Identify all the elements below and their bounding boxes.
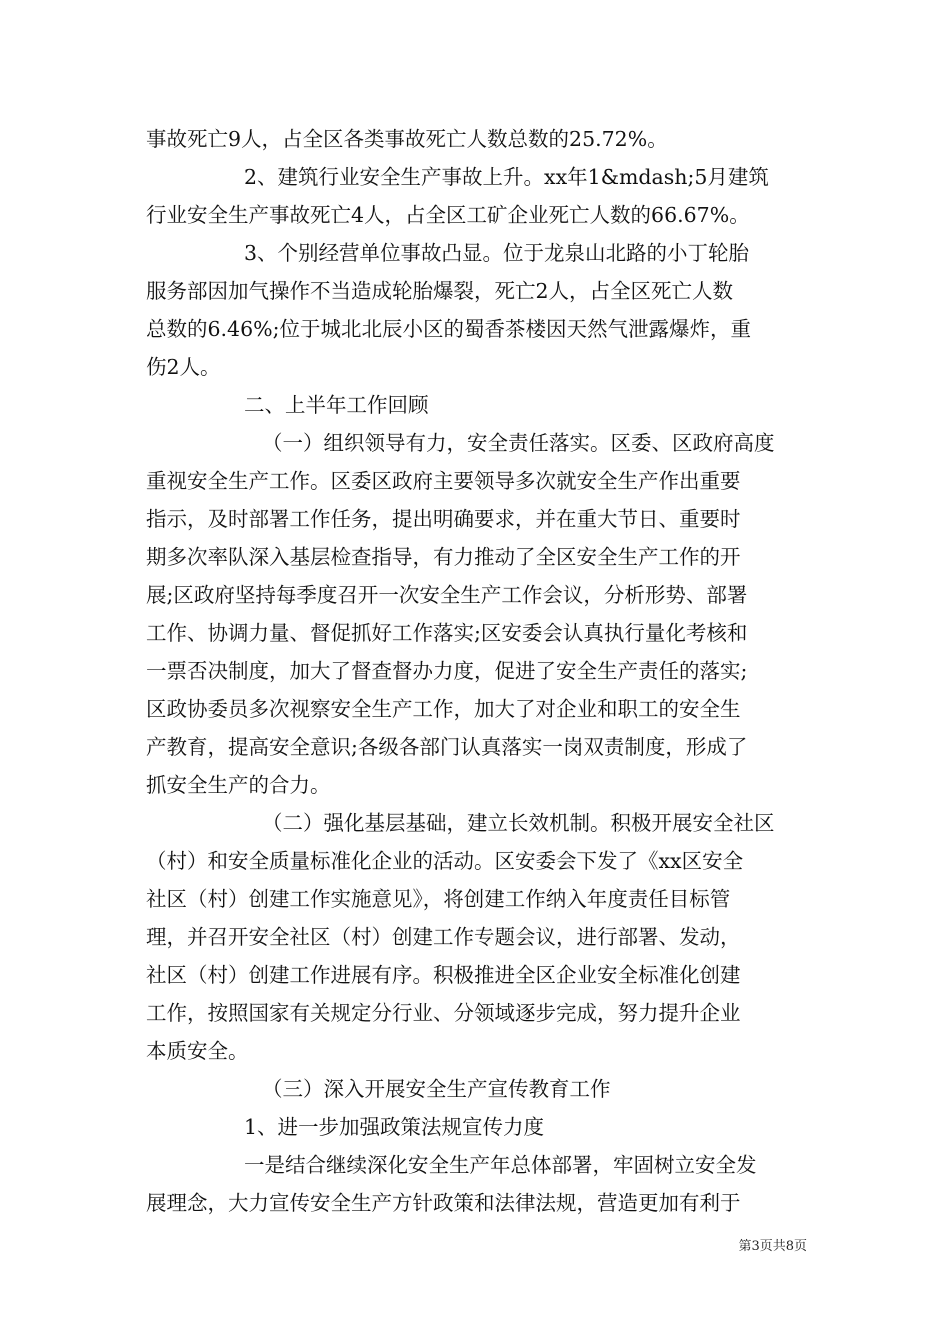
text-line: 理，并召开安全社区（村）创建工作专题会议，进行部署、发动， xyxy=(146,925,741,949)
text-line: 二、上半年工作回顾 xyxy=(244,393,429,417)
text-line: 重视安全生产工作。区委区政府主要领导多次就安全生产作出重要 xyxy=(146,469,741,493)
text-line: 工作，按照国家有关规定分行业、分领域逐步完成，努力提升企业 xyxy=(146,1001,741,1025)
text-line: （三）深入开展安全生产宣传教育工作 xyxy=(262,1077,611,1101)
text-line: 区政协委员多次视察安全生产工作，加大了对企业和职工的安全生 xyxy=(146,697,741,721)
text-line: 一是结合继续深化安全生产年总体部署，牢固树立安全发 xyxy=(244,1153,757,1177)
text-line: （一）组织领导有力，安全责任落实。区委、区政府高度 xyxy=(262,431,775,455)
text-line: 事故死亡9人，占全区各类事故死亡人数总数的25.72%。 xyxy=(146,127,668,151)
page-number-footer: 第3页共8页 xyxy=(738,1239,807,1254)
text-line: 指示，及时部署工作任务，提出明确要求，并在重大节日、重要时 xyxy=(146,507,741,531)
text-line: 期多次率队深入基层检查指导，有力推动了全区安全生产工作的开 xyxy=(146,545,741,569)
text-line: （二）强化基层基础，建立长效机制。积极开展安全社区 xyxy=(262,811,775,835)
text-line: 本质安全。 xyxy=(146,1039,249,1063)
text-line: 2、建筑行业安全生产事故上升。xx年1&mdash;5月建筑 xyxy=(244,165,769,189)
text-line: （村）和安全质量标准化企业的活动。区安委会下发了《xx区安全 xyxy=(146,849,744,873)
text-line: 1、进一步加强政策法规宣传力度 xyxy=(244,1115,545,1139)
text-line: 伤2人。 xyxy=(146,355,221,379)
text-line: 行业安全生产事故死亡4人，占全区工矿企业死亡人数的66.67%。 xyxy=(146,203,750,227)
text-line: 展;区政府坚持每季度召开一次安全生产工作会议，分析形势、部署 xyxy=(146,583,748,607)
text-line: 总数的6.46%;位于城北北辰小区的蜀香茶楼因天然气泄露爆炸，重 xyxy=(146,317,752,341)
text-line: 一票否决制度，加大了督查督办力度，促进了安全生产责任的落实; xyxy=(146,659,748,683)
text-line: 社区（村）创建工作进展有序。积极推进全区企业安全标准化创建 xyxy=(146,963,741,987)
text-line: 3、个别经营单位事故凸显。位于龙泉山北路的小丁轮胎 xyxy=(244,241,750,265)
text-line: 产教育，提高安全意识;各级各部门认真落实一岗双责制度，形成了 xyxy=(146,735,748,759)
text-line: 抓安全生产的合力。 xyxy=(146,773,331,797)
text-line: 工作、协调力量、督促抓好工作落实;区安委会认真执行量化考核和 xyxy=(146,621,748,645)
text-line: 展理念，大力宣传安全生产方针政策和法律法规，营造更加有利于 xyxy=(146,1191,741,1215)
document-body xyxy=(146,120,810,1222)
text-line: 社区（村）创建工作实施意见》，将创建工作纳入年度责任目标管 xyxy=(146,887,731,911)
text-line: 服务部因加气操作不当造成轮胎爆裂，死亡2人，占全区死亡人数 xyxy=(146,279,734,303)
